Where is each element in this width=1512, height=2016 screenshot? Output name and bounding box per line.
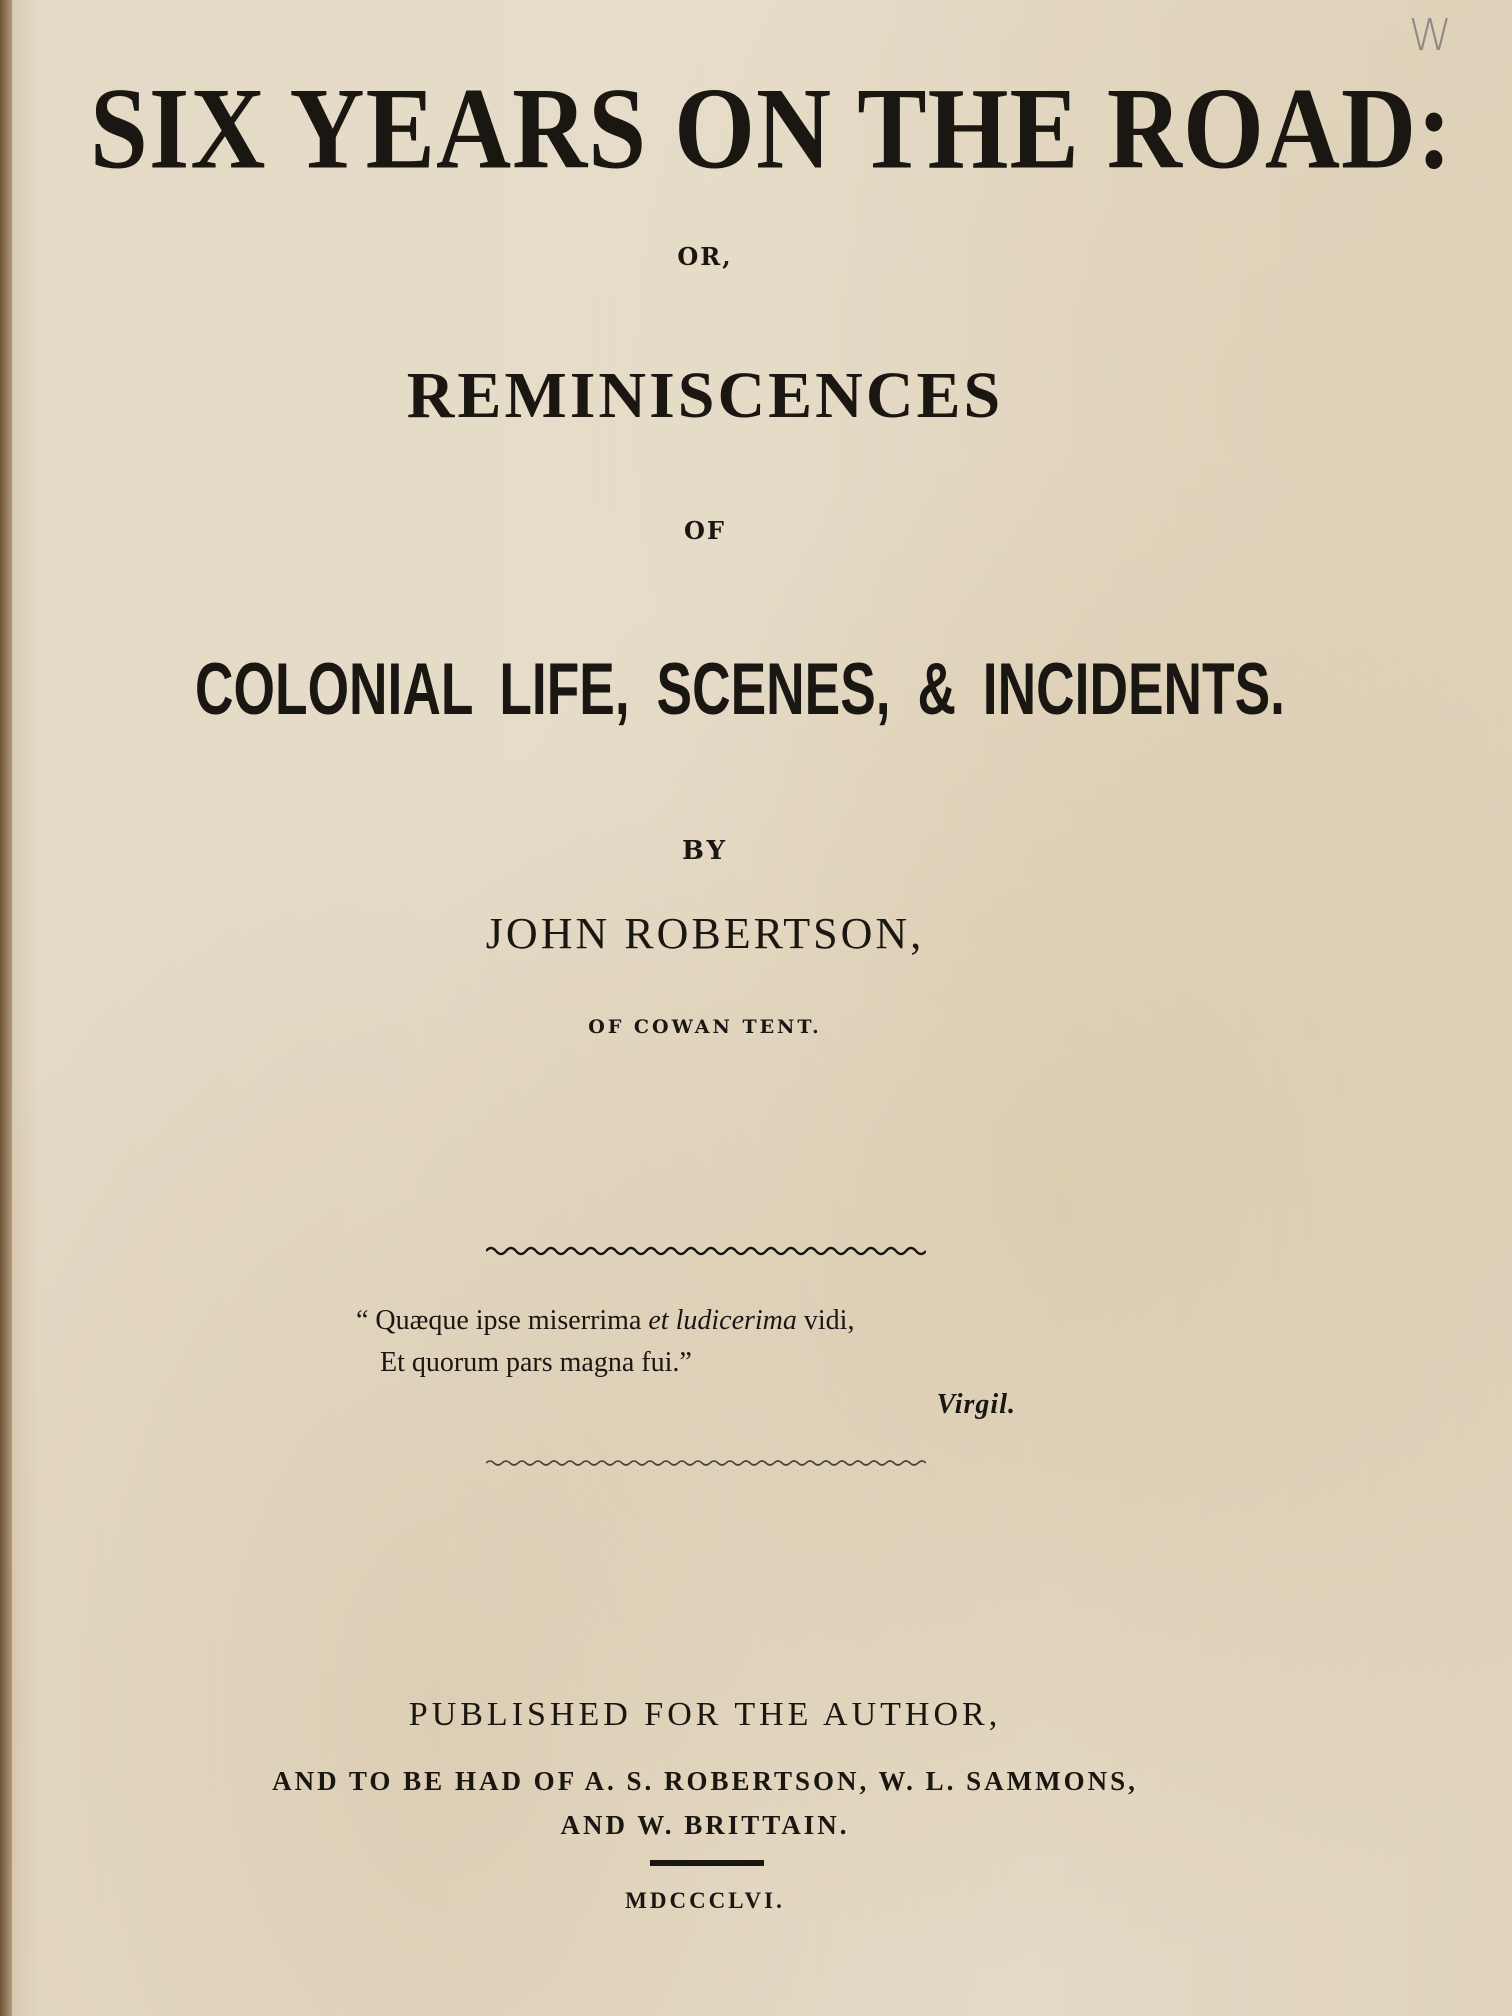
epigraph bbox=[356, 1300, 1016, 1426]
epigraph-line-1-start: “ Quæque ipse miserrima bbox=[356, 1305, 649, 1336]
imprint-year: MDCCCLVI. bbox=[625, 1888, 785, 1913]
book-title: SIX YEARS ON THE ROAD: bbox=[90, 64, 1453, 194]
page-spine-edge bbox=[0, 0, 12, 2016]
imprint-sellers-cont: AND W. BRITTAIN. bbox=[560, 1810, 850, 1840]
pencil-corner-mark: W bbox=[1408, 10, 1450, 61]
imprint-rule bbox=[650, 1860, 764, 1866]
epigraph-line-2: Et quorum pars magna fui.” bbox=[380, 1347, 692, 1378]
subtitle-colonial-life: COLONIAL LIFE, SCENES, & INCIDENTS. bbox=[195, 649, 1285, 731]
author-name: JOHN ROBERTSON, bbox=[485, 909, 925, 958]
wavy-rule-bottom bbox=[486, 1456, 926, 1470]
author-affiliation: OF COWAN TENT. bbox=[588, 1016, 822, 1038]
epigraph-line-1-end: vidi, bbox=[796, 1305, 855, 1336]
epigraph-line-1-italic: et ludicerima bbox=[648, 1305, 797, 1336]
imprint-sellers: AND TO BE HAD OF A. S. ROBERTSON, W. L. SAMMONS, bbox=[272, 1766, 1138, 1796]
subtitle-reminiscences: REMINISCENCES bbox=[406, 359, 1004, 432]
epigraph-attribution: Virgil. bbox=[936, 1389, 1016, 1420]
byline-by: BY bbox=[681, 836, 729, 866]
epigraph-line-1 bbox=[356, 1300, 1016, 1342]
imprint-published-for: PUBLISHED FOR THE AUTHOR, bbox=[408, 1696, 1002, 1733]
connector-or: OR, bbox=[677, 242, 733, 271]
wavy-rule-top bbox=[486, 1244, 926, 1258]
connector-of: OF bbox=[684, 516, 726, 545]
